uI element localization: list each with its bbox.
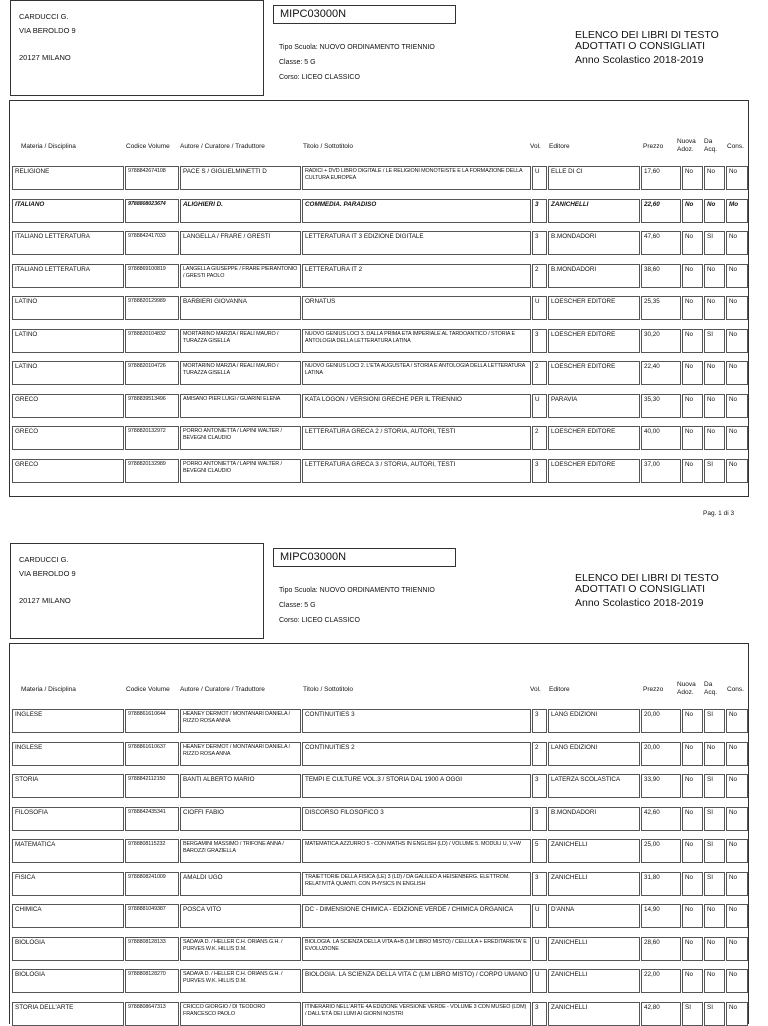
info-corso: Corso: LICEO CLASSICO	[279, 74, 360, 81]
cell-nuova: No	[682, 199, 703, 223]
cell-editore: LANG EDIZIONI	[548, 742, 640, 766]
column-header-da: Da Acq.	[704, 138, 718, 153]
cell-codice: 9788808023674	[125, 199, 179, 223]
cell-codice: 9788842417033	[125, 231, 179, 255]
cell-titolo: TRAIETTORIE DELLA FISICA (LE) 3 (LD) / DA GALILEO A HEISENBERG. ELETTROM. RELATIVITÀ QUANTI. CON PHYSICS IN ENGLISH	[302, 872, 531, 896]
cell-cons: No	[726, 296, 748, 320]
cell-codice: 9788808241009	[125, 872, 179, 896]
cell-materia: RELIGIONE	[12, 166, 124, 190]
cell-prezzo: 28,60	[641, 937, 681, 961]
cell-vol: 3	[532, 709, 547, 733]
cell-codice: 9788808128270	[125, 969, 179, 993]
cell-titolo: ORNATUS	[302, 296, 531, 320]
cell-nuova: No	[682, 709, 703, 733]
cell-da: No	[704, 199, 725, 223]
column-header-da: Da Acq.	[704, 681, 718, 696]
cell-codice: 9788808115232	[125, 839, 179, 863]
cell-cons: No	[726, 361, 748, 385]
cell-nuova: No	[682, 394, 703, 418]
cell-titolo: LETTERATURA IT 3 EDIZIONE DIGITALE	[302, 231, 531, 255]
title-line-2: ADOTTATI O CONSIGLIATI	[575, 583, 706, 595]
cell-materia: FILOSOFIA	[12, 807, 124, 831]
document-title	[575, 573, 719, 609]
cell-codice: 9788869100819	[125, 264, 179, 288]
cell-titolo: BIOLOGIA. LA SCIENZA DELLA VITA A+B (LM LIBRO MISTO) / CELLULA + EREDITARIETA' E EVOLUZIONE	[302, 937, 531, 961]
cell-prezzo: 22,40	[641, 361, 681, 385]
cell-materia: LATINO	[12, 296, 124, 320]
school-address-box	[10, 0, 264, 96]
cell-materia: LATINO	[12, 329, 124, 353]
cell-editore: ZANICHELLI	[548, 199, 640, 223]
cell-cons: No	[726, 459, 748, 483]
school-year: Anno Scolastico 2018-2019	[575, 597, 704, 609]
cell-nuova: No	[682, 742, 703, 766]
table-row	[12, 904, 736, 928]
school-address: VIA BEROLDO 9	[19, 569, 76, 578]
cell-codice: 9788820132989	[125, 459, 179, 483]
cell-da: No	[704, 394, 725, 418]
cell-editore: ZANICHELLI	[548, 937, 640, 961]
table-row	[12, 296, 736, 320]
school-info	[279, 40, 435, 85]
cell-materia: INGLESE	[12, 742, 124, 766]
cell-autore: HEANEY DERMOT / MONTANARI DANIELA / RIZZO ROSA ANNA	[180, 709, 301, 733]
cell-cons: No	[726, 742, 748, 766]
cell-autore: HEANEY DERMOT / MONTANARI DANIELA / RIZZO ROSA ANNA	[180, 742, 301, 766]
cell-editore: B.MONDADORI	[548, 807, 640, 831]
column-header-editore: Editore	[549, 143, 570, 150]
cell-nuova: No	[682, 166, 703, 190]
cell-nuova: No	[682, 296, 703, 320]
cell-da: SI	[704, 839, 725, 863]
cell-nuova: No	[682, 872, 703, 896]
cell-autore: AMISANO PIER LUIGI / GUARINI ELENA	[180, 394, 301, 418]
cell-da: SI	[704, 774, 725, 798]
column-header-autore: Autore / Curatore / Traduttore	[180, 143, 265, 150]
cell-cons: No	[726, 839, 748, 863]
table-row	[12, 459, 736, 483]
document-title	[575, 30, 719, 66]
column-header-codice: Codice Volume	[126, 143, 170, 150]
cell-titolo: DC - DIMENSIONE CHIMICA - EDIZIONE VERDE / CHIMICA ORGANICA	[302, 904, 531, 928]
cell-titolo: CONTINUITIES 2	[302, 742, 531, 766]
cell-materia: STORIA	[12, 774, 124, 798]
cell-vol: U	[532, 166, 547, 190]
school-city: 20127 MILANO	[19, 596, 71, 605]
cell-cons: No	[726, 264, 748, 288]
table-row	[12, 839, 736, 863]
column-header-materia: Materia / Disciplina	[21, 143, 76, 150]
cell-autore: LANGELLA GIUSEPPE / FRARE PIERANTONIO / GRESTI PAOLO	[180, 264, 301, 288]
cell-materia: ITALIANO LETTERATURA	[12, 264, 124, 288]
cell-materia: LATINO	[12, 361, 124, 385]
cell-nuova: No	[682, 264, 703, 288]
table-row	[12, 264, 736, 288]
cell-autore: PACE S / GIGLIELMINETTI D	[180, 166, 301, 190]
cell-codice: 9788839513496	[125, 394, 179, 418]
cell-autore: BANTI ALBERTO MARIO	[180, 774, 301, 798]
cell-editore: LOESCHER EDITORE	[548, 361, 640, 385]
table-row	[12, 329, 736, 353]
cell-da: No	[704, 296, 725, 320]
column-header-editore: Editore	[549, 686, 570, 693]
cell-autore: PORRO ANTONIETTA / LAPINI WALTER / BEVEGNI CLAUDIO	[180, 459, 301, 483]
cell-autore: MORTARINO MARZIA / REALI MAURO / TURAZZA GISELLA	[180, 361, 301, 385]
cell-vol: 2	[532, 426, 547, 450]
cell-autore: CRICCO GIORGIO / DI TEODORO FRANCESCO PAOLO	[180, 1002, 301, 1026]
column-header-titolo: Titolo / Sottotitolo	[303, 686, 353, 693]
cell-da: SI	[704, 872, 725, 896]
cell-vol: U	[532, 969, 547, 993]
cell-codice: 9788861610644	[125, 709, 179, 733]
school-address: VIA BEROLDO 9	[19, 26, 76, 35]
cell-vol: 3	[532, 774, 547, 798]
cell-prezzo: 38,60	[641, 264, 681, 288]
cell-autore: SADAVA D. / HELLER C.H. ORIANS G.H. / PURVES W.K. HILLIS D.M.	[180, 969, 301, 993]
cell-codice: 9788808647313	[125, 1002, 179, 1026]
cell-materia: GRECO	[12, 394, 124, 418]
school-school-name: CARDUCCI G.	[19, 555, 69, 564]
cell-da: No	[704, 969, 725, 993]
cell-cons: No	[726, 872, 748, 896]
cell-titolo: TEMPI E CULTURE VOL.3 / STORIA DAL 1900 A OGGI	[302, 774, 531, 798]
table-row	[12, 1002, 736, 1026]
info-classe: Classe: 5 G	[279, 59, 316, 66]
books-table	[9, 643, 749, 1024]
column-header-cons: Cons.	[727, 686, 744, 693]
cell-codice: 9788881049387	[125, 904, 179, 928]
cell-materia: GRECO	[12, 426, 124, 450]
school-code: MIPC03000N	[273, 548, 456, 567]
table-row	[12, 231, 736, 255]
cell-editore: B.MONDADORI	[548, 264, 640, 288]
cell-codice: 9788842112150	[125, 774, 179, 798]
table-row	[12, 394, 736, 418]
cell-editore: ZANICHELLI	[548, 839, 640, 863]
cell-titolo: DISCORSO FILOSOFICO 3	[302, 807, 531, 831]
cell-da: SI	[704, 1002, 725, 1026]
school-school-name: CARDUCCI G.	[19, 12, 69, 21]
school-info	[279, 583, 435, 628]
cell-titolo: LETTERATURA GRECA 3 / STORIA, AUTORI, TESTI	[302, 459, 531, 483]
table-row	[12, 709, 736, 733]
cell-da: No	[704, 426, 725, 450]
cell-titolo: KATA LOGON / VERSIONI GRECHE PER IL TRIENNIO	[302, 394, 531, 418]
cell-autore: PORRO ANTONIETTA / LAPINI WALTER / BEVEGNI CLAUDIO	[180, 426, 301, 450]
cell-cons: No	[726, 969, 748, 993]
cell-prezzo: 35,30	[641, 394, 681, 418]
cell-prezzo: 40,00	[641, 426, 681, 450]
cell-cons: No	[726, 394, 748, 418]
cell-autore: LANGELLA / FRARE / GRESTI	[180, 231, 301, 255]
cell-autore: POSCA VITO	[180, 904, 301, 928]
cell-nuova: No	[682, 459, 703, 483]
cell-cons: No	[726, 1002, 748, 1026]
cell-codice: 9788820104726	[125, 361, 179, 385]
cell-codice: 9788861610637	[125, 742, 179, 766]
cell-nuova: No	[682, 426, 703, 450]
cell-vol: 3	[532, 231, 547, 255]
cell-prezzo: 42,60	[641, 807, 681, 831]
cell-nuova: No	[682, 937, 703, 961]
cell-editore: LOESCHER EDITORE	[548, 426, 640, 450]
cell-nuova: No	[682, 904, 703, 928]
cell-prezzo: 47,60	[641, 231, 681, 255]
table-row	[12, 774, 736, 798]
school-code: MIPC03000N	[273, 5, 456, 24]
column-header-nuova: Nuova Adoz.	[677, 138, 696, 153]
cell-cons: No	[726, 774, 748, 798]
cell-vol: 3	[532, 199, 547, 223]
cell-materia: ITALIANO LETTERATURA	[12, 231, 124, 255]
column-header-vol: Vol.	[530, 686, 541, 693]
cell-autore: BERGAMINI MASSIMO / TRIFONE ANNA / BAROZZI GRAZIELLA	[180, 839, 301, 863]
cell-prezzo: 20,00	[641, 742, 681, 766]
cell-titolo: RADICI + DVD LIBRO DIGITALE / LE RELIGIONI MONOTEISTE E LA FORMAZIONE DELLA CULTURA EUROPEA	[302, 166, 531, 190]
table-row	[12, 807, 736, 831]
cell-vol: U	[532, 394, 547, 418]
cell-da: No	[704, 166, 725, 190]
cell-editore: LOESCHER EDITORE	[548, 459, 640, 483]
cell-titolo: COMMEDIA. PARADISO	[302, 199, 531, 223]
cell-materia: BIOLOGIA	[12, 937, 124, 961]
table-row	[12, 199, 739, 223]
cell-prezzo: 17,60	[641, 166, 681, 190]
info-corso: Corso: LICEO CLASSICO	[279, 617, 360, 624]
cell-autore: CIOFFI FABIO	[180, 807, 301, 831]
column-header-prezzo: Prezzo	[643, 686, 664, 693]
cell-cons: No	[726, 807, 748, 831]
column-header-cons: Cons.	[727, 143, 744, 150]
cell-vol: U	[532, 937, 547, 961]
cell-vol: 3	[532, 459, 547, 483]
cell-prezzo: 42,80	[641, 1002, 681, 1026]
cell-cons: No	[726, 904, 748, 928]
cell-materia: CHIMICA	[12, 904, 124, 928]
column-header-titolo: Titolo / Sottotitolo	[303, 143, 353, 150]
cell-editore: LANG EDIZIONI	[548, 709, 640, 733]
cell-da: No	[704, 742, 725, 766]
cell-vol: 3	[532, 329, 547, 353]
cell-editore: ZANICHELLI	[548, 969, 640, 993]
cell-titolo: MATEMATICA.AZZURRO 5 - CON MATHS IN ENGLISH (LD) / VOLUME 5. MODULI U, V+W	[302, 839, 531, 863]
cell-da: SI	[704, 231, 725, 255]
table-row	[12, 937, 736, 961]
column-header-codice: Codice Volume	[126, 686, 170, 693]
column-header-materia: Materia / Disciplina	[21, 686, 76, 693]
cell-prezzo: 25,00	[641, 839, 681, 863]
cell-vol: 3	[532, 1002, 547, 1026]
page-number: Pag. 1 di 3	[703, 510, 735, 517]
cell-materia: BIOLOGIA	[12, 969, 124, 993]
cell-da: SI	[704, 807, 725, 831]
cell-cons: No	[726, 329, 748, 353]
cell-editore: LOESCHER EDITORE	[548, 296, 640, 320]
cell-cons: No	[726, 709, 748, 733]
cell-da: No	[704, 264, 725, 288]
cell-materia: GRECO	[12, 459, 124, 483]
cell-prezzo: 22,00	[641, 969, 681, 993]
cell-editore: LATERZA SCOLASTICA	[548, 774, 640, 798]
school-year: Anno Scolastico 2018-2019	[575, 54, 704, 66]
cell-autore: ALIGHIERI D.	[180, 199, 301, 223]
cell-prezzo: 14,90	[641, 904, 681, 928]
cell-prezzo: 30,20	[641, 329, 681, 353]
cell-vol: 2	[532, 742, 547, 766]
table-row	[12, 742, 736, 766]
cell-titolo: CONTINUITIES 3	[302, 709, 531, 733]
cell-vol: U	[532, 904, 547, 928]
info-tipo-scuola: Tipo Scuola: NUOVO ORDINAMENTO TRIENNIO	[279, 587, 435, 594]
cell-titolo: NUOVO GENIUS LOCI 2. L'ETA AUGUSTEA / STORIA E ANTOLOGIA DELLA LETTERATURA LATINA	[302, 361, 531, 385]
cell-da: SI	[704, 459, 725, 483]
cell-codice: 9788842435341	[125, 807, 179, 831]
cell-editore: PARAVIA	[548, 394, 640, 418]
table-row	[12, 166, 736, 190]
cell-editore: ELLE DI CI	[548, 166, 640, 190]
cell-materia: FISICA	[12, 872, 124, 896]
cell-nuova: No	[682, 774, 703, 798]
cell-da: SI	[704, 329, 725, 353]
column-header-nuova: Nuova Adoz.	[677, 681, 696, 696]
cell-prezzo: 33,90	[641, 774, 681, 798]
cell-titolo: ITINERARIO NELL'ARTE 4A EDIZIONE VERSIONE VERDE - VOLUME 3 CON MUSEO (LDM) / DALL'ETÀ DEI LUMI AI GIORNI NOSTRI	[302, 1002, 531, 1026]
cell-nuova: No	[682, 329, 703, 353]
cell-vol: 3	[532, 872, 547, 896]
cell-cons: No	[726, 937, 748, 961]
cell-titolo: LETTERATURA GRECA 2 / STORIA, AUTORI, TESTI	[302, 426, 531, 450]
school-address-box	[10, 543, 264, 639]
cell-editore: B.MONDADORI	[548, 231, 640, 255]
cell-cons: No	[726, 426, 748, 450]
cell-codice: 9788820132972	[125, 426, 179, 450]
column-header-prezzo: Prezzo	[643, 143, 664, 150]
cell-autore: BARBIERI GIOVANNA	[180, 296, 301, 320]
cell-editore: ZANICHELLI	[548, 1002, 640, 1026]
column-header-autore: Autore / Curatore / Traduttore	[180, 686, 265, 693]
cell-vol: 5	[532, 839, 547, 863]
cell-prezzo: 37,00	[641, 459, 681, 483]
cell-cons: Mo	[726, 199, 748, 223]
cell-cons: No	[726, 166, 748, 190]
table-row	[12, 969, 736, 993]
info-classe: Classe: 5 G	[279, 602, 316, 609]
info-tipo-scuola: Tipo Scuola: NUOVO ORDINAMENTO TRIENNIO	[279, 44, 435, 51]
cell-editore: D'ANNA	[548, 904, 640, 928]
table-row	[12, 426, 736, 450]
cell-codice: 9788820129989	[125, 296, 179, 320]
cell-prezzo: 20,00	[641, 709, 681, 733]
cell-prezzo: 31,80	[641, 872, 681, 896]
cell-prezzo: 22,60	[641, 199, 681, 223]
cell-nuova: No	[682, 231, 703, 255]
school-city: 20127 MILANO	[19, 53, 71, 62]
title-line-2: ADOTTATI O CONSIGLIATI	[575, 40, 706, 52]
title-line-1: ELENCO DEI LIBRI DI TESTO	[575, 29, 719, 41]
cell-editore: ZANICHELLI	[548, 872, 640, 896]
cell-codice: 9788808128133	[125, 937, 179, 961]
table-row	[12, 361, 736, 385]
cell-codice: 9788820104832	[125, 329, 179, 353]
cell-cons: No	[726, 231, 748, 255]
cell-editore: LOESCHER EDITORE	[548, 329, 640, 353]
column-header-vol: Vol.	[530, 143, 541, 150]
cell-nuova: No	[682, 361, 703, 385]
cell-materia: STORIA DELL'ARTE	[12, 1002, 124, 1026]
cell-autore: MORTARINO MARZIA / REALI MAURO / TURAZZA GISELLA	[180, 329, 301, 353]
cell-da: No	[704, 937, 725, 961]
cell-nuova: No	[682, 969, 703, 993]
cell-materia: ITALIANO	[12, 199, 124, 223]
cell-titolo: LETTERATURA IT 2	[302, 264, 531, 288]
cell-vol: 3	[532, 807, 547, 831]
cell-nuova: No	[682, 839, 703, 863]
table-row	[12, 872, 736, 896]
cell-titolo: BIOLOGIA. LA SCIENZA DELLA VITA C (LM LIBRO MISTO) / CORPO UMANO	[302, 969, 531, 993]
title-line-1: ELENCO DEI LIBRI DI TESTO	[575, 572, 719, 584]
cell-vol: 2	[532, 361, 547, 385]
cell-codice: 9788842674108	[125, 166, 179, 190]
cell-titolo: NUOVO GENIUS LOCI 3. DALLA PRIMA ETA IMPERIALE AL TARDOANTICO / STORIA E ANTOLOGIA DELLA LETTERATURA LATINA	[302, 329, 531, 353]
cell-vol: U	[532, 296, 547, 320]
cell-autore: SADAVA D. / HELLER C.H. ORIANS G.H. / PURVES W.K. HILLIS D.M.	[180, 937, 301, 961]
cell-materia: INGLESE	[12, 709, 124, 733]
cell-prezzo: 25,35	[641, 296, 681, 320]
cell-da: No	[704, 904, 725, 928]
cell-autore: AMALDI UGO	[180, 872, 301, 896]
cell-nuova: No	[682, 807, 703, 831]
cell-da: SI	[704, 709, 725, 733]
cell-nuova: SI	[682, 1002, 703, 1026]
cell-vol: 2	[532, 264, 547, 288]
cell-materia: MATEMATICA	[12, 839, 124, 863]
cell-da: No	[704, 361, 725, 385]
